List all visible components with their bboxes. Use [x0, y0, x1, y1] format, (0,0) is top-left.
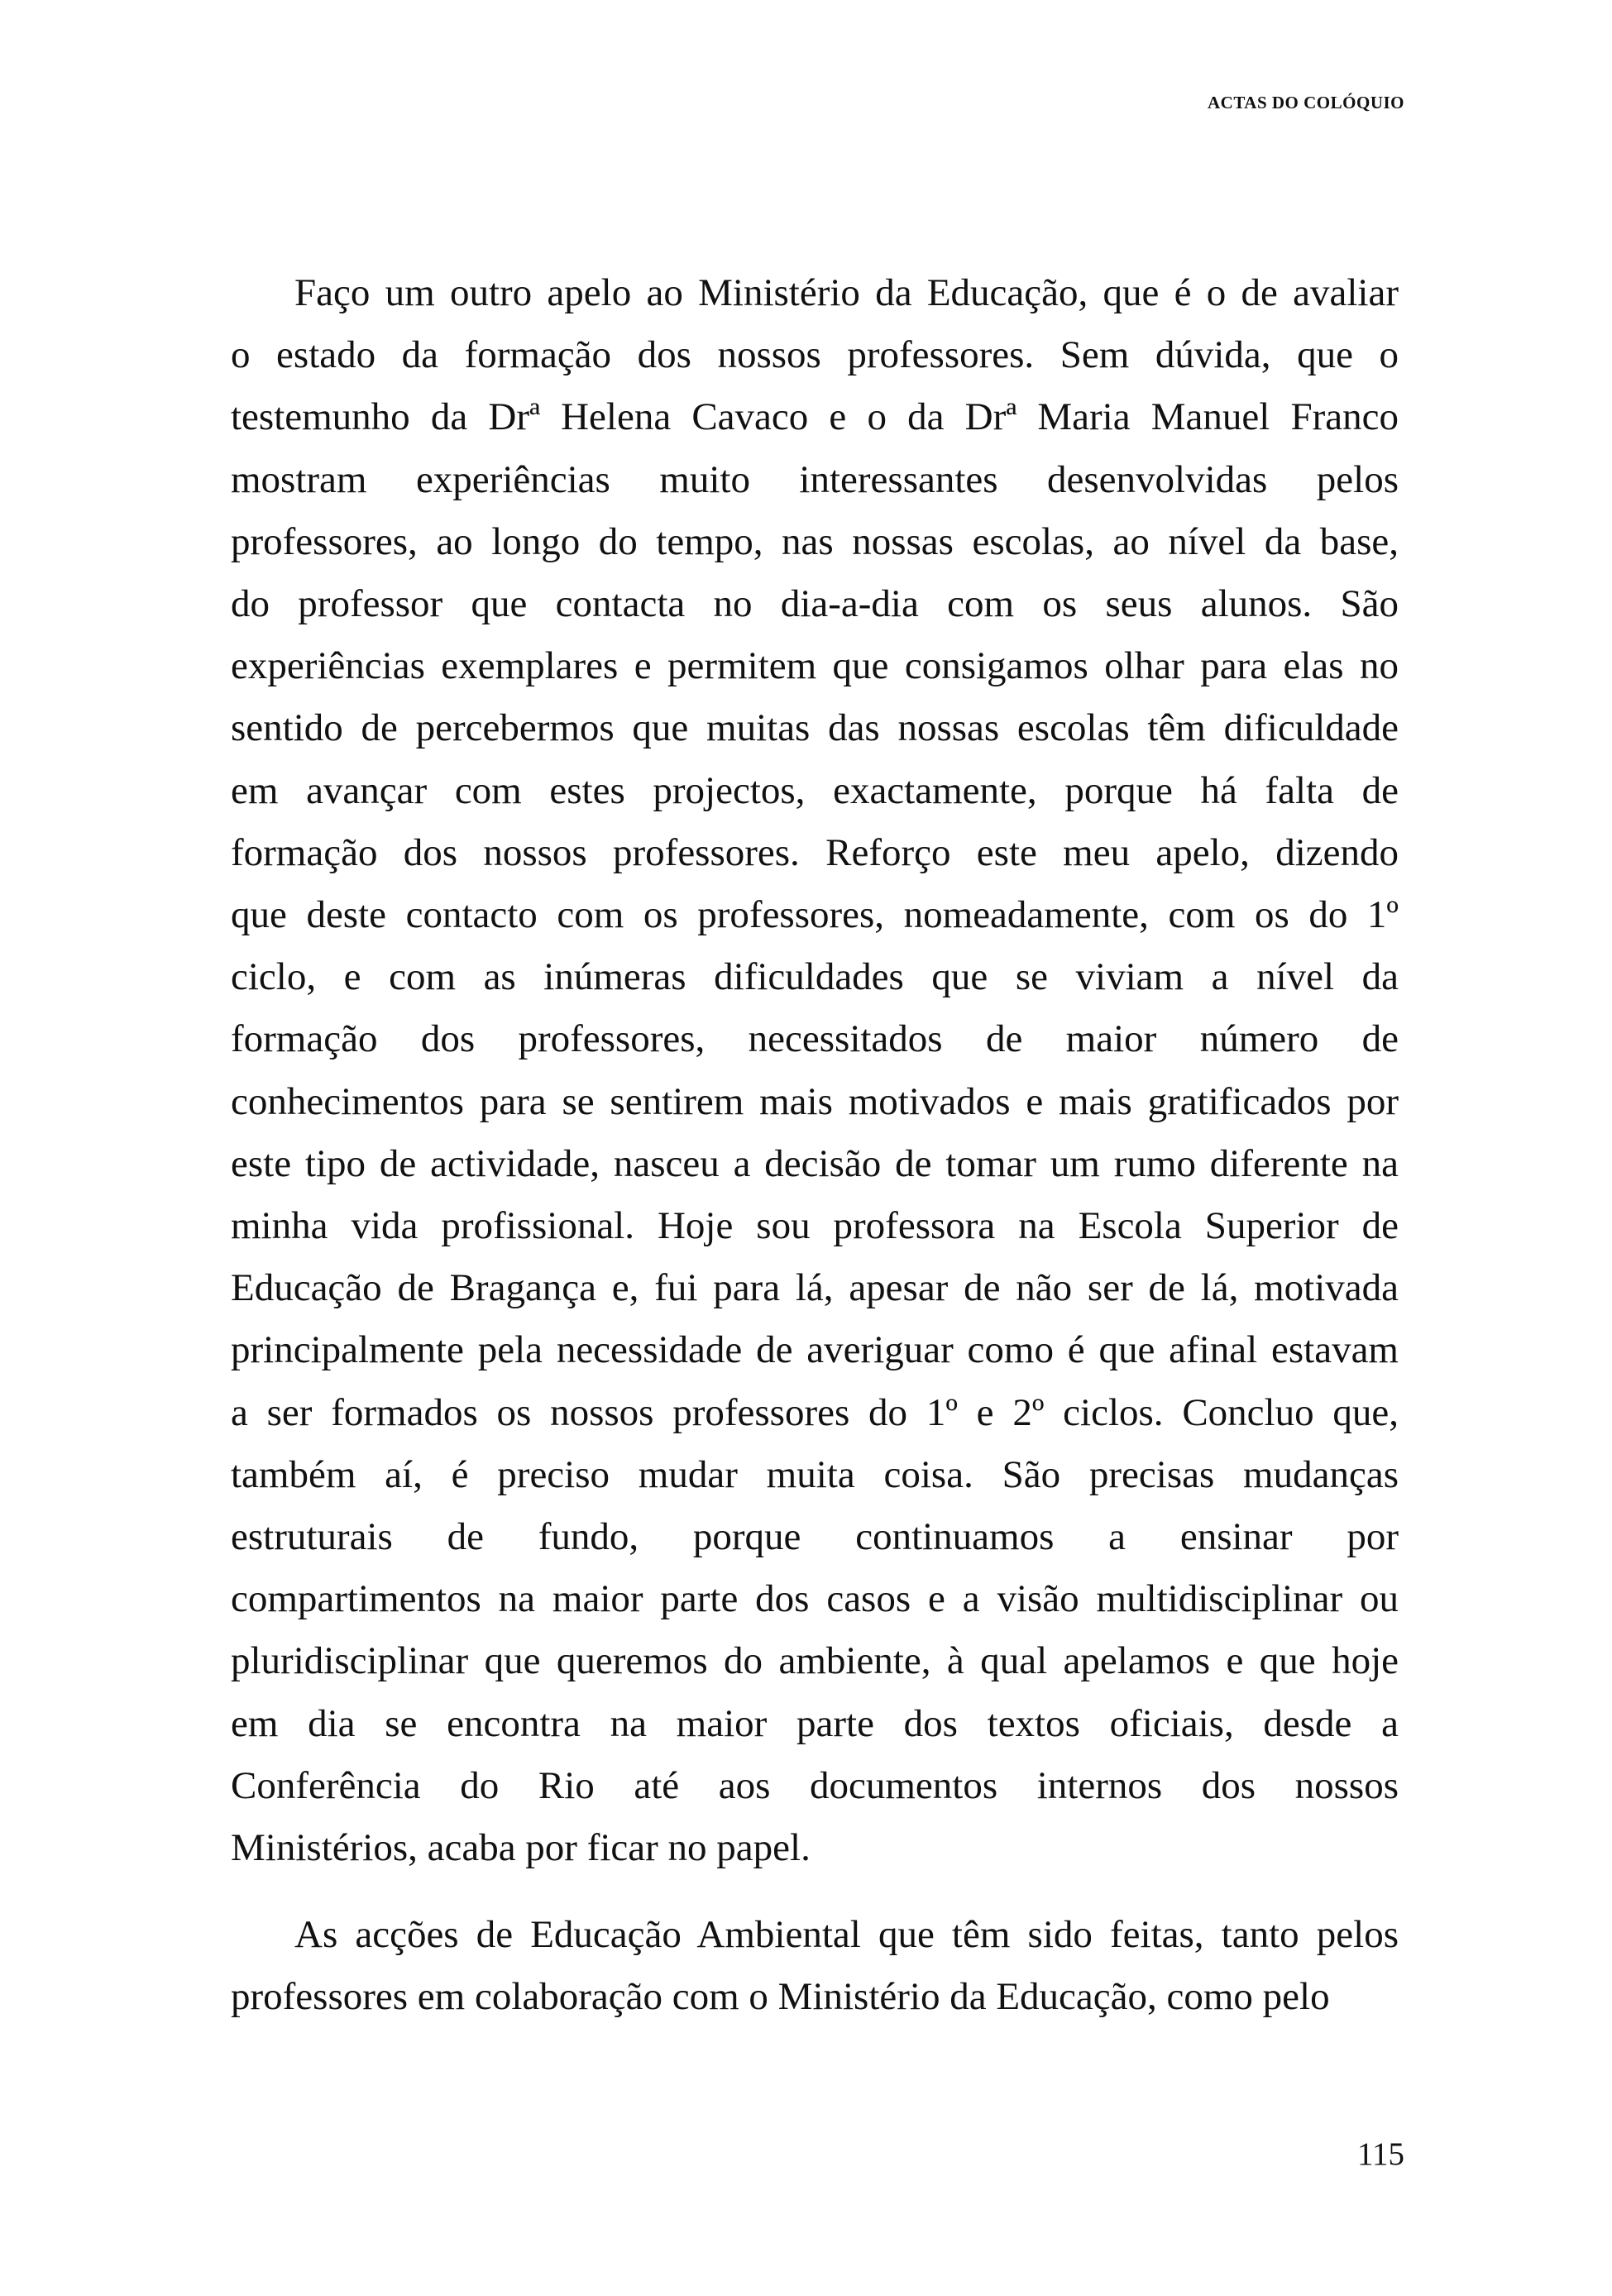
text-line: o estado da formação dos nossos professores. Sem dúvida, que o — [231, 333, 1399, 377]
text-line: formação dos professores, necessitados de maior número de — [231, 1017, 1399, 1061]
text-line: testemunho da Drª Helena Cavaco e o da Drª Maria Manuel Franco — [231, 395, 1399, 439]
text-line: principalmente pela necessidade de averiguar como é que afinal estavam — [231, 1328, 1399, 1372]
text-line: professores, ao longo do tempo, nas nossas escolas, ao nível da base, — [231, 519, 1399, 563]
text-line: a ser formados os nossos professores do 1º e 2º ciclos. Concluo que, — [231, 1390, 1399, 1434]
text-line: Ministérios, acaba por ficar no papel. — [231, 1826, 811, 1870]
text-line: ciclo, e com as inúmeras dificuldades que se viviam a nível da — [231, 955, 1399, 999]
text-line: Faço um outro apelo ao Ministério da Educação, que é o de avaliar — [294, 271, 1399, 314]
text-line: As acções de Educação Ambiental que têm sido feitas, tanto pelos — [294, 1913, 1399, 1956]
text-line: em dia se encontra na maior parte dos textos oficiais, desde a — [231, 1701, 1399, 1745]
text-line: conhecimentos para se sentirem mais motivados e mais gratificados por — [231, 1079, 1399, 1123]
text-line: mostram experiências muito interessantes desenvolvidas pelos — [231, 457, 1399, 501]
text-line: em avançar com estes projectos, exactamente, porque há falta de — [231, 768, 1399, 812]
text-line: também aí, é preciso mudar muita coisa. São precisas mudanças — [231, 1452, 1399, 1496]
running-header: ACTAS DO COLÓQUIO — [1208, 93, 1404, 112]
text-line: professores em colaboração com o Ministério da Educação, como pelo — [231, 1975, 1330, 2019]
text-line: experiências exemplares e permitem que consigamos olhar para elas no — [231, 644, 1399, 688]
text-line: que deste contacto com os professores, nomeadamente, com os do 1º — [231, 893, 1399, 937]
text-line: pluridisciplinar que queremos do ambiente, à qual apelamos e que hoje — [231, 1639, 1399, 1683]
paragraph-2 — [231, 1904, 1399, 2028]
paragraph-1 — [231, 262, 1399, 1879]
text-line: este tipo de actividade, nasceu a decisão de tomar um rumo diferente na — [231, 1141, 1399, 1185]
text-line: do professor que contacta no dia-a-dia com os seus alunos. São — [231, 582, 1399, 626]
text-line: compartimentos na maior parte dos casos e a visão multidisciplinar ou — [231, 1577, 1399, 1621]
text-line: Conferência do Rio até aos documentos internos dos nossos — [231, 1763, 1399, 1807]
text-line: minha vida profissional. Hoje sou professora na Escola Superior de — [231, 1204, 1399, 1248]
page-number: 115 — [1356, 2136, 1404, 2172]
text-line: Educação de Bragança e, fui para lá, apesar de não ser de lá, motivada — [231, 1266, 1399, 1310]
text-line: sentido de percebermos que muitas das nossas escolas têm dificuldade — [231, 706, 1399, 750]
text-line: estruturais de fundo, porque continuamos a ensinar por — [231, 1515, 1399, 1559]
text-line: formação dos nossos professores. Reforço este meu apelo, dizendo — [231, 830, 1399, 874]
